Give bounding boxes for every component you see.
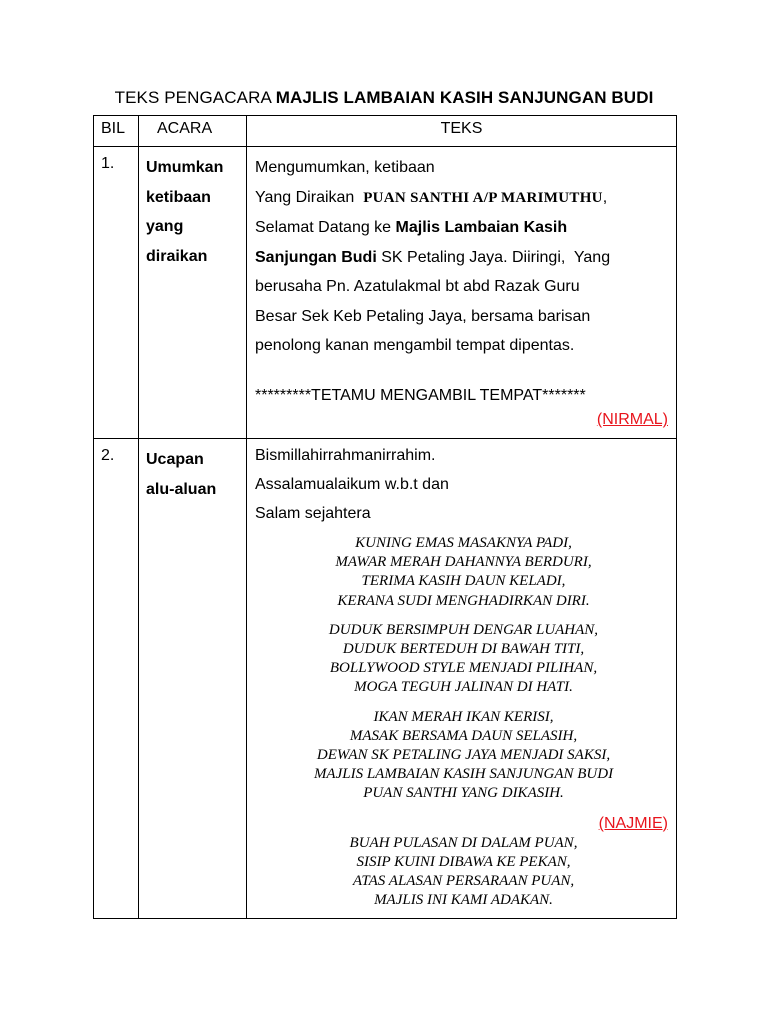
- greetings: [255, 441, 672, 528]
- title-event-name: MAJLIS LAMBAIAN KASIH SANJUNGAN BUDI: [275, 88, 654, 107]
- event-line: ketibaan: [146, 188, 211, 206]
- pantun-line: SISIP KUINI DIBAWA KE PEKAN,: [356, 853, 571, 870]
- pantun-verse: [255, 834, 672, 911]
- header-bil: BIL: [94, 116, 139, 147]
- pantun-line: MAJLIS LAMBAIAN KASIH SANJUNGAN BUDI: [313, 766, 614, 783]
- table-row: [94, 147, 677, 439]
- pantun-line: KUNING EMAS MASAKNYA PADI,: [355, 535, 572, 551]
- event-line: alu-aluan: [146, 480, 217, 498]
- header-acara: ACARA: [139, 116, 247, 147]
- text-fragment: Yang Diraikan: [255, 188, 364, 206]
- table-row: [94, 439, 677, 919]
- pantun-verse: [255, 708, 672, 804]
- pantun-line: MASAK BERSAMA DAUN SELASIH,: [349, 727, 578, 744]
- event-line: yang: [146, 218, 184, 235]
- pantun-line: PUAN SANTHI YANG DIKASIH.: [363, 785, 564, 802]
- programme-table: [93, 115, 677, 919]
- row-event: [139, 439, 247, 919]
- pantun-verse: [255, 534, 672, 611]
- pantun-line: ATAS ALASAN PERSARAAN PUAN,: [352, 873, 575, 890]
- document-title: [0, 88, 768, 108]
- text-line: [255, 243, 672, 273]
- pantun-line: MAWAR MERAH DAHANNYA BERDURI,: [335, 554, 592, 571]
- pantun-line: KERANA SUDI MENGHADIRKAN DIRI.: [337, 592, 590, 609]
- greeting-line: Bismillahirrahmanirrahim.: [255, 447, 436, 464]
- honoree-name: PUAN SANTHI A/P MARIMUTHU: [363, 189, 603, 206]
- row-text: [247, 147, 677, 439]
- text-line: [255, 183, 672, 214]
- text-line: Besar Sek Keb Petaling Jaya, bersama barisan: [255, 307, 591, 325]
- pantun-line: MOGA TEGUH JALINAN DI HATI.: [354, 679, 573, 696]
- row-number: 2.: [94, 439, 139, 919]
- event-line: Ucapan: [146, 451, 204, 468]
- pantun-line: TERIMA KASIH DAUN KELADI,: [361, 573, 566, 590]
- text-line: Mengumumkan, ketibaan: [255, 159, 435, 176]
- pantun-line: IKAN MERAH IKAN KERISI,: [373, 708, 554, 725]
- table-header-row: [94, 116, 677, 147]
- pantun-line: DUDUK BERSIMPUH DENGAR LUAHAN,: [328, 621, 599, 638]
- event-line: diraikan: [146, 247, 208, 265]
- emcee-signature: (NIRMAL): [596, 411, 668, 428]
- greeting-line: Salam sejahtera: [255, 505, 371, 522]
- pantun-line: DUDUK BERTEDUH DI BAWAH TITI,: [342, 641, 585, 658]
- event-name-bold: Sanjungan Budi: [255, 248, 377, 266]
- spacer: [255, 361, 672, 381]
- text-line: penolong kanan mengambil tempat dipentas.: [255, 337, 575, 354]
- text-fragment: ,: [602, 188, 608, 206]
- text-fragment: SK Petaling Jaya. Diiringi, Yang: [376, 248, 611, 266]
- pantun-verse: [255, 621, 672, 698]
- stage-note: *********TETAMU MENGAMBIL TEMPAT*******: [255, 386, 586, 404]
- text-fragment: Selamat Datang ke: [255, 219, 396, 236]
- pantun-line: BUAH PULASAN DI DALAM PUAN,: [349, 834, 578, 851]
- row-number: 1.: [94, 147, 139, 439]
- pantun-line: DEWAN SK PETALING JAYA MENJADI SAKSI,: [316, 747, 611, 764]
- text-line: berusaha Pn. Azatulakmal bt abd Razak Guru: [255, 278, 580, 295]
- row-event: [139, 147, 247, 439]
- pantun-line: MAJLIS INI KAMI ADAKAN.: [374, 892, 553, 909]
- greeting-line: Assalamualaikum w.b.t dan: [255, 476, 449, 493]
- title-prefix: TEKS PENGACARA: [114, 88, 276, 107]
- text-line: [255, 213, 672, 243]
- pantun-line: BOLLYWOOD STYLE MENJADI PILIHAN,: [329, 660, 598, 677]
- header-teks: TEKS: [247, 116, 677, 147]
- row-text: [247, 439, 677, 919]
- emcee-signature: (NAJMIE): [598, 814, 668, 832]
- event-line: Umumkan: [146, 159, 224, 176]
- event-name-bold: Majlis Lambaian Kasih: [395, 219, 568, 236]
